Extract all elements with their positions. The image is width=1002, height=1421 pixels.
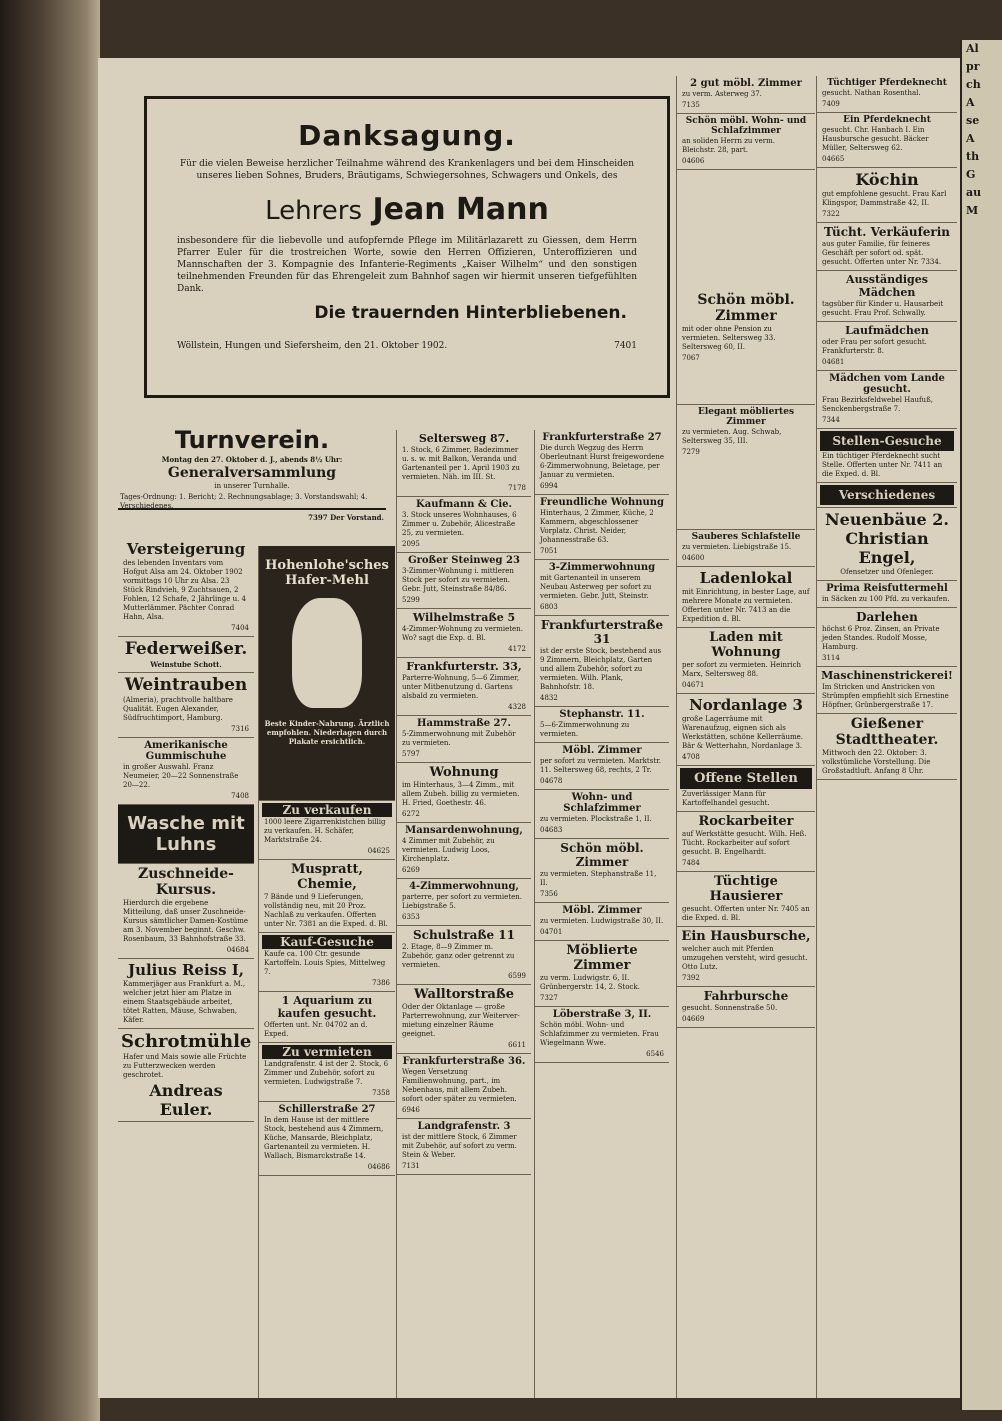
ad-heading: Versteigerung	[126, 540, 246, 558]
ad-number: 04606	[682, 157, 705, 165]
ad-text: zu vermieten. Ludwigstraße 30, II.	[540, 917, 664, 925]
ad-number: 7408	[231, 792, 249, 800]
ad-number: 04681	[822, 358, 845, 366]
ad-text: zu vermieten. Aug. Schwab, Seltersweg 35, III.	[682, 428, 782, 445]
ad-text: welcher auch mit Pferden umzugehen versteht, wird gesucht. Otto Lutz.	[682, 945, 808, 971]
ad-col5-7	[677, 694, 815, 766]
ad-text: ist der mittlere Stock, 6 Zimmer mit Zubehör, auf sofort zu verm. Stein & Weber.	[402, 1133, 517, 1159]
book-spine	[0, 0, 100, 1421]
ad-heading: Tüchtiger Pferdeknecht	[827, 78, 947, 88]
ad-number: 4328	[508, 703, 526, 711]
ad-number: 7051	[540, 547, 558, 555]
ad-text: Offerten unt. Nr. 04702 an d. Exped.	[264, 1021, 368, 1038]
ad-text: Kaufe ca. 100 Ctr. gesunde Kartoffeln. Louis Spies, Mittelweg 7.	[264, 950, 386, 976]
ad-heading: Hammstraße 27.	[417, 718, 511, 729]
ad-col3-8	[397, 879, 531, 926]
ad-heading: Rockarbeiter	[698, 814, 794, 829]
ad-number: 2095	[402, 540, 420, 548]
ad-col5-10	[677, 872, 815, 927]
column-3	[396, 430, 531, 1398]
ad-text: Zuverlässiger Mann für Kartoffelhandel gesucht.	[682, 790, 770, 807]
ad-col5-5	[677, 567, 815, 628]
ad-col3-7	[397, 823, 531, 879]
section-heading: Offene Stellen	[680, 768, 812, 789]
section-heading: Zu vermieten	[262, 1045, 392, 1059]
ad-text: Hinterhaus, 2 Zimmer, Küche, 2 Kammern, abgeschlossener Vorplatz. Christ. Neider, Johannesstraße 63.	[540, 509, 654, 544]
ad-number: 7316	[231, 725, 249, 733]
ad-col4-7	[535, 839, 669, 903]
ad-number: 6353	[402, 913, 420, 921]
ad-text: 3-Zimmer-Wohnung i. mittleren Stock per sofort zu vermieten. Gebr. Jutt, Steinstraße 84/86.	[402, 567, 514, 593]
cherub-illustration	[292, 598, 362, 708]
ad-heading: 3-Zimmerwohnung	[548, 562, 656, 573]
deceased-fullname: Jean Mann	[372, 192, 549, 227]
ad-text: parterre, per sofort zu vermieten. Liebigstraße 5.	[402, 893, 523, 910]
ad-text: aus guter Familie, für feineres Geschäft per sofort od. spät. gesucht. Offerten unter Nr. 7334.	[822, 240, 942, 266]
ad-col4-10	[535, 1007, 669, 1063]
danksagung-intro: Für die vielen Beweise herzlicher Teilnahme während des Krankenlagers und bei dem Hinscheiden unseres lieben Sohnes, Bruders, Bräutigams, Schwiegersohnes, Schwagers und Onkels, des	[179, 159, 635, 181]
danksagung-title: Danksagung.	[298, 119, 516, 152]
ad-number: 7392	[682, 974, 700, 982]
turnverein-signer-name: Der Vorstand.	[330, 513, 384, 522]
ad-col4-9	[535, 941, 669, 1007]
ad-versteigerung	[118, 538, 254, 637]
ad-heading: Ausständiges Mädchen	[846, 273, 928, 299]
ad-heading: Möbl. Zimmer	[562, 745, 642, 756]
deceased-name	[147, 192, 667, 227]
ad-heading: Frankfurterstraße 36.	[402, 1056, 526, 1067]
facing-page-text: se	[966, 114, 980, 127]
turnverein-title: Turnverein.	[174, 426, 330, 454]
facing-page-text: A	[966, 96, 975, 109]
ad-heading: Darlehen	[856, 610, 918, 624]
facing-page-text: Al	[966, 42, 979, 55]
ad-heading: Neuenbäue 2. Christian Engel,	[825, 510, 949, 567]
ad-heading: Maschinenstrickerei!	[821, 669, 953, 682]
turnverein-ad	[118, 426, 386, 522]
ad-number: 7344	[822, 416, 840, 424]
ad-col6-9	[817, 508, 957, 581]
ad-text: (Almeria), prachtvolle haltbare Qualität. Eugen Alexander, Südfruchtimport, Hamburg.	[123, 696, 233, 722]
ad-number: 4708	[682, 753, 700, 761]
ad-number: 4832	[540, 694, 558, 702]
facing-page-text: G	[966, 168, 976, 181]
ad-heading: Schulstraße 11	[412, 928, 515, 942]
ad-text: Mittwoch den 22. Oktober: 3. volkstümliche Vorstellung. Die Großstadtluft. Anfang 8 Uhr.	[822, 749, 931, 775]
ad-zuschneide	[118, 864, 254, 959]
section-heading: Verschiedenes	[820, 485, 954, 505]
ad-number: 04671	[682, 681, 705, 689]
ad-number: 5299	[402, 596, 420, 604]
ad-number: 6946	[402, 1106, 420, 1114]
ad-col4-6	[535, 790, 669, 839]
facing-page-text: pr	[966, 60, 980, 73]
ad-text: Beste Kinder-Nahrung. Ärztlich empfohlen. Niederlagen durch Plakate ersichtlich.	[264, 719, 390, 746]
ad-col6-4	[817, 271, 957, 322]
ad-number: 7356	[540, 890, 558, 898]
ad-number: 04678	[540, 777, 563, 785]
ad-text: in großer Auswahl. Franz Neumeier, 20—22 Sonnenstraße 20—22.	[123, 763, 239, 789]
ad-text: 7 Bände und 9 Lieferungen, vollständig neu, mit 20 Proz. Nachlaß zu verkaufen. Offerten unter Nr. 7381 an die Exped. d. Bl.	[264, 893, 388, 928]
ad-heading: Wasche mit Luhns	[127, 813, 245, 855]
ad-number: 7178	[508, 484, 526, 492]
ad-text: auf Werkstätte gesucht. Wilh. Heß. Tücht. Rockarbeiter auf sofort gesucht. B. Engelhardt.	[682, 830, 807, 856]
facing-page-edge	[960, 40, 1002, 1410]
ad-heading: Frankfurterstr. 33,	[406, 660, 522, 673]
ad-heading: Ein Hausbursche,	[681, 929, 811, 944]
ad-heading: Laden mit Wohnung	[709, 630, 783, 660]
ad-text: 1. Stock, 6 Zimmer, Badezimmer u. s. w. mit Balkon, Veranda und Gartenanteil per 1. April 1903 zu vermieten. Näh. im III. St.	[402, 446, 520, 481]
ad-col6-8	[817, 483, 957, 508]
ad-text: Parterre-Wohnung, 5—6 Zimmer, unter Mitbenutzung d. Gartens alsbald zu vermieten.	[402, 674, 520, 700]
ad-gummischuhe	[118, 738, 254, 805]
turnverein-date: Montag den 27. Oktober d. J., abends 8½ Uhr:	[161, 455, 343, 464]
ad-col4-8	[535, 903, 669, 941]
ad-heading: Walltorstraße	[413, 987, 515, 1002]
ad-text: gesucht. Chr. Hanbach I. Ein Hausbursche gesucht. Bäcker Müller, Seltersweg 62.	[822, 126, 929, 152]
ad-text: Oder der Oktanlage — große Parterrewohnung, zur Weitervermietung einzelner Räume geeignet.	[402, 1003, 520, 1038]
ad-col3-3	[397, 609, 531, 658]
section-heading: Kauf-Gesuche	[262, 935, 392, 949]
section-heading: Stellen-Gesuche	[820, 431, 954, 451]
ad-heading: Mädchen vom Lande gesucht.	[829, 373, 945, 395]
ad-number: 7327	[540, 994, 558, 1002]
ad-schillerstrasse	[259, 1102, 395, 1176]
ad-text: per sofort zu vermieten. Heinrich Marx, Seltersweg 88.	[682, 661, 801, 678]
ad-col3-10	[397, 985, 531, 1054]
ad-heading: Möblierte Zimmer	[566, 943, 638, 973]
ad-text: Die durch Wegzug des Herrn Oberleutnant Hurst freigewordene 6-Zimmerwohnung, Beletage, per Januar zu vermieten.	[540, 444, 664, 479]
ad-kartoffeln	[259, 933, 395, 992]
ad-heading: Seltersweg 87.	[418, 432, 510, 445]
ad-text: zu vermieten. Stephanstraße 11, II.	[540, 870, 657, 887]
ad-col3-6	[397, 763, 531, 823]
ad-text: gesucht. Sonnenstraße 50.	[682, 1004, 778, 1012]
ad-federweisser	[118, 637, 254, 673]
ad-col5-6	[677, 628, 815, 694]
ad-heading: Schön möbl. Wohn- und Schlafzimmer	[685, 116, 807, 136]
ad-heading: Muspratt, Chemie,	[290, 862, 364, 892]
danksagung-ad	[144, 96, 670, 398]
ad-col6-7	[817, 429, 957, 483]
ad-col3-1	[397, 497, 531, 553]
ad-text: an soliden Herrn zu verm. Bleichstr. 28, part.	[682, 137, 775, 154]
ad-text: große Lagerräume mit Warenaufzug, eignen sich als Werkstätten, schöne Kellerräume. Bär & Wetterhahn, Nordanlage 3.	[682, 715, 803, 750]
ad-heading: Federweißer.	[124, 639, 248, 659]
ad-heading: Schön möbl. Zimmer	[697, 292, 795, 324]
ad-heading: Großer Steinweg 23	[408, 555, 520, 566]
ad-col6-11	[817, 608, 957, 667]
ad-text: Hierdurch die ergebene Mitteilung, daß unser Zuschneide-Kursus sämtlicher Damen-Kostüme am 3. November beginnt. Geschw. Rosenbaum, 33 Bahnhofstraße 33.	[123, 899, 249, 943]
ad-text: gut empfohlene gesucht. Frau Karl Klingspor, Dammstraße 42, II.	[822, 190, 947, 207]
column-6	[816, 76, 957, 1398]
ad-heading: Tüchtige Hausierer	[709, 874, 783, 904]
ad-col3-0	[397, 430, 531, 497]
danksagung-signature: Die trauernden Hinterbliebenen.	[314, 303, 627, 323]
ad-heading: Wohn- und Schlafzimmer	[563, 792, 641, 814]
ad-heading: Schillerstraße 27	[278, 1104, 376, 1115]
turnverein-event: Generalversammlung	[167, 465, 337, 481]
ad-number: 6994	[540, 482, 558, 490]
ad-number: 6803	[540, 603, 558, 611]
ad-landgrafenstr	[259, 1043, 395, 1102]
ad-text: mit Einrichtung, in bester Lage, auf mehrere Monate zu vermieten. Offerten unter Nr. 7413 an die Expedition d. Bl.	[682, 588, 810, 623]
ad-heading: Löberstraße 3, II.	[552, 1009, 652, 1020]
ad-number: 5797	[402, 750, 420, 758]
ad-number: 3114	[822, 654, 840, 662]
ad-number: 04600	[682, 554, 705, 562]
ad-heading: Gießener Stadttheater.	[835, 716, 939, 748]
ad-zigarrenkistchen	[259, 801, 395, 860]
ad-heading: Frankfurterstraße 31	[540, 618, 664, 646]
section-heading: Zu verkaufen	[262, 803, 392, 817]
ad-heading: Sauberes Schlafstelle	[691, 532, 801, 542]
danksagung-body: insbesondere für die liebevolle und aufopfernde Pflege im Militärlazarett zu Giessen, dem Herrn Pfarrer Euler für die trostreichen Worte, sowie den Herren Offizieren, Unteroffizieren und Mannschaften der 3. Kompagnie des Infanterie-Regiments „Kaiser Wilhelm“ und den sonstigen teilnehmenden Freunden für das Ehrengeleit zum Bahnhof sagen wir hiermit unseren tiefgefühlten Dank.	[177, 236, 637, 294]
ad-col6-0	[817, 76, 957, 113]
ad-text: zu verm. Ludwigstr. 6, II. Grünbergerstr. 14, 2. Stock.	[540, 974, 640, 991]
ad-col5-4	[677, 530, 815, 567]
ad-heading: Amerikanische Gummischuhe	[144, 740, 228, 762]
ad-heading: 1 Aquarium zu kaufen gesucht.	[277, 994, 377, 1020]
ad-number: 7484	[682, 859, 700, 867]
ad-heading: Prima Reisfuttermehl	[826, 583, 948, 594]
ad-heading: Frankfurterstraße 27	[542, 432, 662, 443]
ad-number: 04701	[540, 928, 563, 936]
ad-col5-12	[677, 987, 815, 1028]
ad-col6-2	[817, 168, 957, 223]
ad-number: 6269	[402, 866, 420, 874]
ad-heading: 2 gut möbl. Zimmer	[690, 78, 802, 89]
ad-heading: Freundliche Wohnung	[539, 497, 665, 508]
ad-col5-8	[677, 766, 815, 812]
facing-page-text: au	[966, 186, 982, 199]
ad-heading: Tücht. Verkäuferin	[823, 225, 951, 239]
ad-number: 6599	[508, 972, 526, 980]
ad-weintrauben	[118, 673, 254, 738]
facing-page-text: ch	[966, 78, 981, 91]
ad-heading: Mansardenwohnung,	[405, 825, 523, 836]
ad-number: 7404	[231, 624, 249, 632]
ad-text: In dem Hause ist der mittlere Stock, bestehend aus 4 Zimmern, Küche, Mansarde, Bleichplatz, Gartenanteil zu vermieten. H. Wallach, Bismarckstraße 14.	[264, 1116, 384, 1160]
ad-heading: Stephanstr. 11.	[559, 709, 645, 720]
ad-text: Ofensetzer und Ofenleger.	[840, 568, 934, 576]
ad-julius-reiss	[118, 959, 254, 1029]
ad-heading: Möbl. Zimmer	[562, 905, 642, 916]
ad-aquarium	[259, 992, 395, 1043]
ad-number: 04669	[682, 1015, 705, 1023]
ad-col4-0	[535, 430, 669, 495]
ad-heading: Kaufmann & Cie.	[416, 499, 512, 510]
danksagung-footer	[147, 323, 667, 351]
ad-text: Im Stricken und Anstricken von Strümpfen empfiehlt sich Ernestine Höpfner, Grünbergerstraße 17.	[822, 683, 949, 709]
ad-number: 7358	[372, 1089, 390, 1097]
ad-text: 5-Zimmerwohnung mit Zubehör zu vermieten.	[402, 730, 516, 747]
ad-col5-2	[677, 170, 815, 405]
ad-col6-5	[817, 322, 957, 371]
ad-col6-1	[817, 113, 957, 168]
turnverein-place: in unserer Turnhalle.	[214, 482, 290, 490]
column-2	[258, 546, 395, 1398]
ad-col6-10	[817, 581, 957, 608]
ad-col3-12	[397, 1119, 531, 1175]
ad-text: zu vermieten. Liebigstraße 15.	[682, 543, 792, 551]
ad-muspratt	[259, 860, 395, 933]
ad-col5-0	[677, 76, 815, 114]
ad-heading: Wohnung	[429, 765, 499, 780]
ad-col3-2	[397, 553, 531, 609]
ad-col3-9	[397, 926, 531, 985]
ad-heading: Elegant möbliertes Zimmer	[697, 407, 795, 427]
ad-text: 1000 leere Zigarrenkistchen billig zu verkaufen. H. Schäfer, Marktstraße 24.	[264, 818, 386, 844]
turnverein-number: 7397	[308, 513, 328, 522]
deceased-prefix: Lehrers	[265, 196, 363, 226]
ad-text: Frau Bezirksfeldwebel Haufuß, Senckenbergstraße 7.	[822, 396, 933, 413]
ad-number: 04686	[367, 1163, 390, 1171]
ad-heading: Schön möbl. Zimmer	[560, 841, 644, 869]
ad-col3-5	[397, 716, 531, 763]
ad-number: 6611	[508, 1041, 526, 1049]
ad-heading: Schrotmühle	[121, 1031, 252, 1052]
turnverein-signer	[118, 512, 386, 523]
ad-text: Kammerjäger aus Frankfurt a. M., welcher jetzt hier am Platze in einem Staatsgebäude arbeitet, tötet Ratten, Mäuse, Schwaben, Käfer.	[123, 980, 246, 1024]
ad-text: gesucht. Offerten unter Nr. 7405 an die Exped. d. Bl.	[682, 905, 810, 922]
ad-col6-3	[817, 223, 957, 271]
ad-luhns	[118, 805, 254, 864]
ad-col4-1	[535, 495, 669, 560]
ad-col3-4	[397, 658, 531, 716]
ad-schrotmuehle	[118, 1029, 254, 1122]
ad-text: im Hinterhaus, 3—4 Zimm., mit allem Zubeh. billig zu vermieten. H. Fried, Goethestr. 46.	[402, 781, 520, 807]
ad-number: 6546	[646, 1050, 664, 1058]
ad-col6-13	[817, 714, 957, 780]
ad-heading: Landgrafenstr. 3	[417, 1121, 511, 1132]
turnverein-agenda: Tages-Ordnung: 1. Bericht; 2. Rechnungsablage; 3. Vorstandswahl; 4. Verschiedenes.	[120, 493, 368, 510]
ad-text: ist der erste Stock, bestehend aus 9 Zimmern, Bleichplatz, Garten und allem Zubehör, sofort zu vermieten. Wilh. Plank, Bahnhofstr. 18.	[540, 647, 662, 691]
ad-text: 4 Zimmer mit Zubehör, zu vermieten. Ludwig Loos, Kirchenplatz.	[402, 837, 495, 863]
ad-text: mit oder ohne Pension zu vermieten. Seltersweg 33. Seltersweg 60, II.	[682, 325, 776, 351]
ad-text: oder Frau per sofort gesucht. Frankfurterstr. 8.	[822, 338, 927, 355]
column-5	[676, 76, 815, 1398]
ad-text: zu vermieten. Plockstraße 1, II.	[540, 815, 652, 823]
ad-number: 7067	[682, 354, 700, 362]
ad-text: zu verm. Asterweg 37.	[682, 90, 762, 98]
ad-text: des lebenden Inventars vom Hofgut Alsa am 24. Oktober 1902 vormittags 10 Uhr zu Alsa. 23 Stück Rindvieh, 9 Zuchtsauen, 2 Fohlen, 12 Schafe, 2 Jährlinge u. 4 Mutterlämmer. Pächter Conrad Hahn, Alsa.	[123, 559, 247, 621]
ad-col4-4	[535, 707, 669, 743]
facing-page-text: A	[966, 132, 975, 145]
ad-number: 04683	[540, 826, 563, 834]
ad-text: Wegen Versetzung Familienwohnung, part., im Nebenhaus, mit allem Zubeh. sofort oder später zu vermieten.	[402, 1068, 517, 1103]
ad-number: 04665	[822, 155, 845, 163]
ad-number: 6272	[402, 810, 420, 818]
ad-col6-6	[817, 371, 957, 429]
danksagung-number: 7401	[614, 341, 637, 351]
facing-page-text: th	[966, 150, 980, 163]
ad-text: gesucht. Nathan Rosenthal.	[822, 89, 921, 97]
ad-heading: Ein Pferdeknecht	[843, 115, 931, 125]
ad-heading: Wilhelmstraße 5	[412, 611, 516, 624]
ad-heading: Weintrauben	[124, 675, 248, 695]
danksagung-place-date: Wöllstein, Hungen und Siefersheim, den 21. Oktober 1902.	[177, 341, 448, 351]
ad-text: in Säcken zu 100 Pfd. zu verkaufen.	[822, 595, 950, 603]
ad-text: Landgrafenstr. 4 ist der 2. Stock, 6 Zimmer und Zubehör, sofort zu vermieten. Ludwigstraße 7.	[264, 1060, 389, 1086]
ad-number: 7135	[682, 101, 700, 109]
facing-page-text: M	[966, 204, 979, 217]
ad-heading: Nordanlage 3	[689, 696, 803, 714]
ad-number: 7279	[682, 448, 700, 456]
ad-text: tagsüber für Kinder u. Hausarbeit gesucht. Frau Prof. Schwally.	[822, 300, 944, 317]
ad-text: Schön möbl. Wohn- und Schlafzimmer zu vermieten. Frau Wiegelmann Wwe.	[540, 1021, 659, 1047]
newspaper-page	[98, 58, 960, 1398]
ad-heading: Julius Reiss I,	[127, 961, 245, 979]
ad-col3-11	[397, 1054, 531, 1119]
ad-text: 3. Stock unseres Wohnhauses, 6 Zimmer u. Zubehör, Alicestraße 25, zu vermieten.	[402, 511, 517, 537]
ad-number: 4172	[508, 645, 526, 653]
ad-number: 7322	[822, 210, 840, 218]
ad-text: Ein tüchtiger Pferdeknecht sucht Stelle. Offerten unter Nr. 7411 an die Exped. d. Bl.	[822, 452, 943, 478]
ad-number: 7386	[372, 979, 390, 987]
ad-col6-12	[817, 667, 957, 714]
ad-text: mit Gartenanteil in unserem Neubau Asterweg per sofort zu vermieten. Gebr. Jutt, Steinstr.	[540, 574, 652, 600]
ad-number: 7131	[402, 1162, 420, 1170]
ad-col5-9	[677, 812, 815, 872]
ad-text: Weinstube Schott.	[150, 660, 222, 669]
ad-signer: Andreas Euler.	[149, 1081, 223, 1119]
ad-text: 2. Etage, 8—9 Zimmer m. Zubehör, ganz oder getrennt zu vermieten.	[402, 943, 515, 969]
column-4	[534, 430, 669, 1398]
ad-number: 04684	[226, 946, 249, 954]
ad-col4-2	[535, 560, 669, 616]
ad-heading: Zuschneide-Kursus.	[138, 866, 234, 898]
ad-col5-1	[677, 114, 815, 170]
ad-heading: Ladenlokal	[699, 569, 793, 587]
ad-col5-11	[677, 927, 815, 987]
ad-col4-3	[535, 616, 669, 707]
ad-hohenlohe	[259, 546, 395, 801]
ad-heading: Laufmädchen	[845, 324, 929, 337]
ad-heading: 4-Zimmerwohnung,	[409, 881, 519, 892]
ad-text: 5—6-Zimmerwohnung zu vermieten.	[540, 721, 630, 738]
column-1	[118, 538, 254, 1398]
ad-number: 7409	[822, 100, 840, 108]
ad-text: höchst 6 Proz. Zinsen, an Private jeden Standes. Rudolf Mosse, Hamburg.	[822, 625, 940, 651]
ad-col4-5	[535, 743, 669, 790]
ad-text: 4-Zimmer-Wohnung zu vermieten. Wo? sagt die Exp. d. Bl.	[402, 625, 523, 642]
ad-text: Hafer und Mais sowie alle Früchte zu Futterzwecken werden geschrotet.	[123, 1053, 247, 1079]
ad-col5-3	[677, 405, 815, 530]
ad-number: 04625	[367, 847, 390, 855]
ad-heading: Köchin	[855, 170, 919, 189]
ad-text: per sofort zu vermieten. Marktstr. 11. Seltersweg 68, rechts, 2 Tr.	[540, 757, 661, 774]
ad-heading: Fahrbursche	[703, 989, 789, 1003]
ad-heading: Hohenlohe'sches Hafer-Mehl	[265, 558, 389, 588]
